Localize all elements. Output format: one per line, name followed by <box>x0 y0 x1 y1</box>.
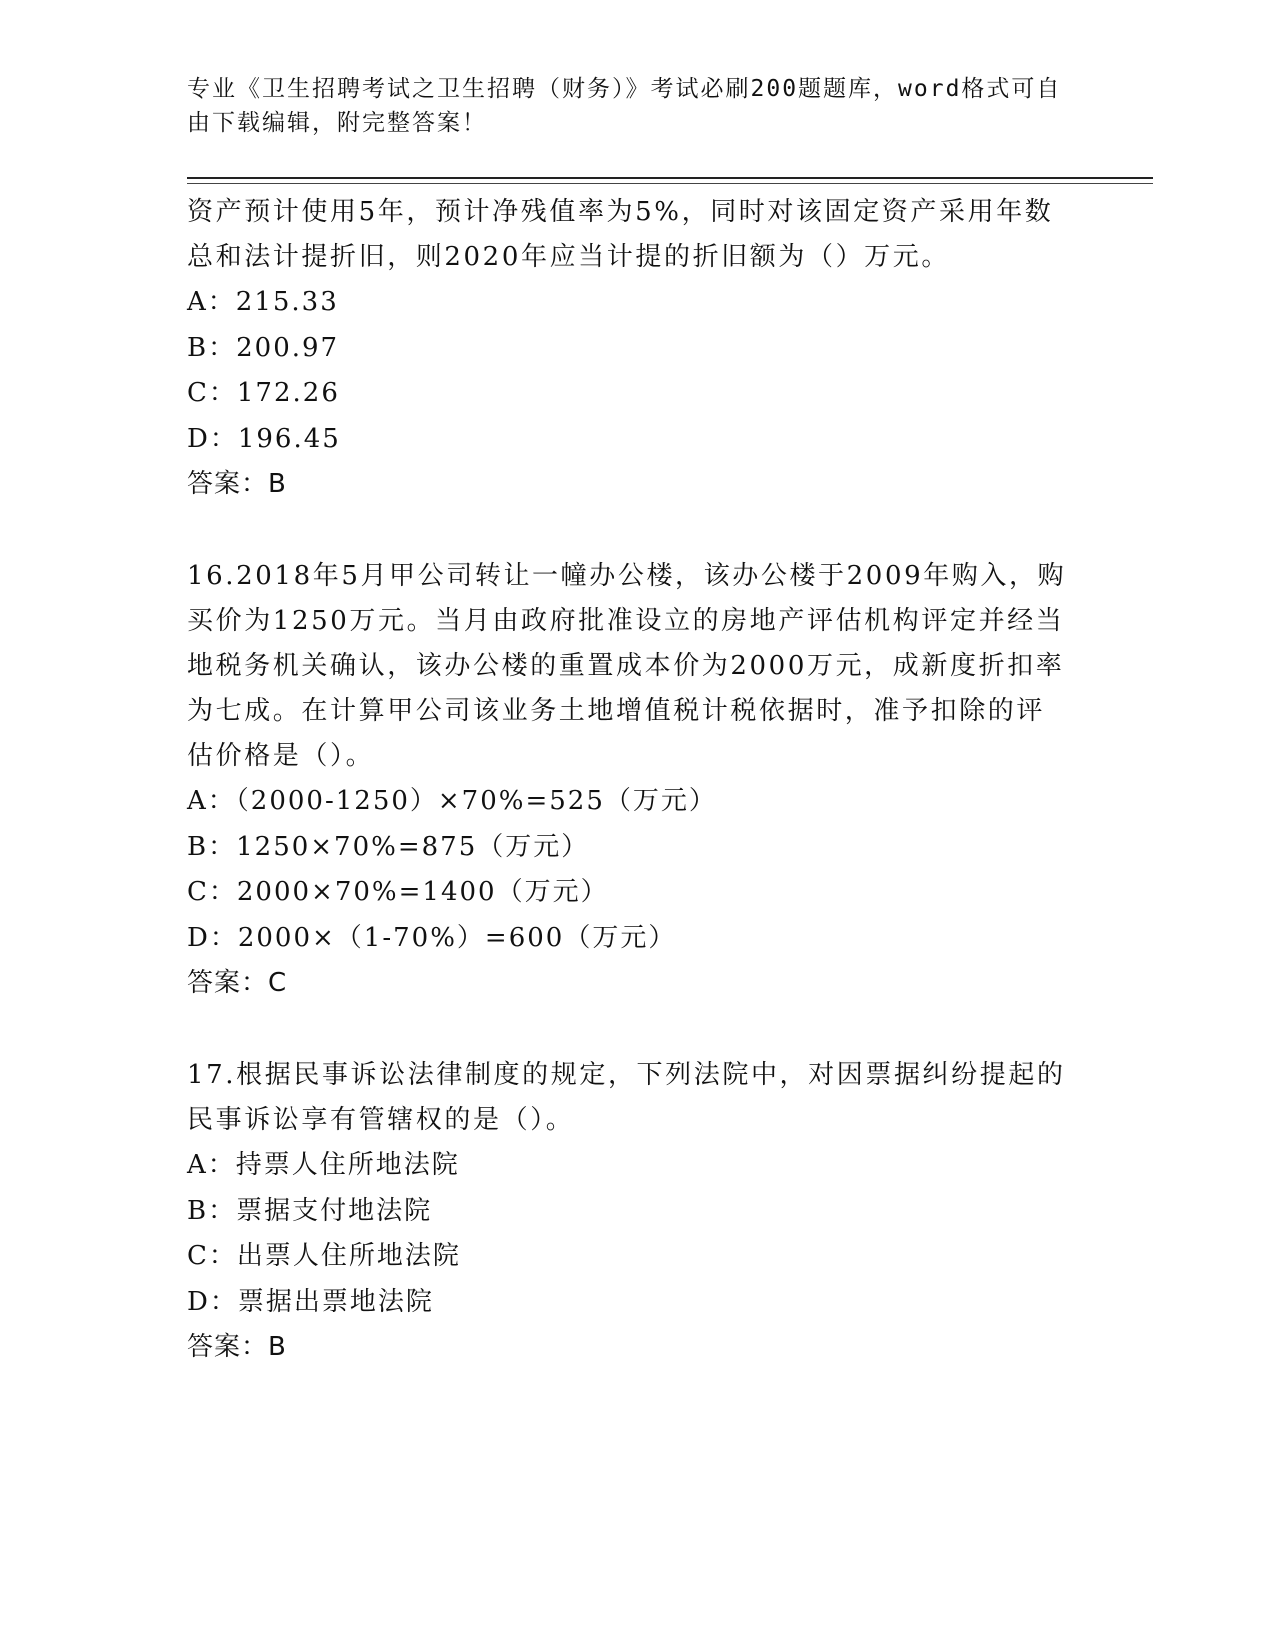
option-d: D：2000×（1-70%）=600（万元） <box>187 922 677 953</box>
option-c: C：出票人住所地法院 <box>187 1241 461 1271</box>
question-text-line: 买价为1250万元。当月由政府批准设立的房地产评估机构评定并经当 <box>187 606 1065 636</box>
question-text-line: 地税务机关确认，该办公楼的重置成本价为2000万元，成新度折扣率 <box>187 651 1065 681</box>
question-text-line: 16.2018年5月甲公司转让一幢办公楼，该办公楼于2009年购入，购 <box>187 561 1067 591</box>
question-text-line: 资产预计使用5年，预计净残值率为5%，同时对该固定资产采用年数 <box>187 197 1054 227</box>
question-16 <box>187 554 1087 1006</box>
option-b: B：1250×70%=875（万元） <box>187 831 590 862</box>
answer-line: 答案：C <box>187 968 288 998</box>
header-line-1: 专业《卫生招聘考试之卫生招聘（财务）》考试必刷200题题库，word格式可自 <box>187 76 1062 102</box>
option-c: C：172.26 <box>187 378 340 408</box>
option-a: A：（2000-1250）×70%=525（万元） <box>187 786 717 816</box>
question-text-line: 民事诉讼享有管辖权的是（）。 <box>187 1105 575 1135</box>
answer-line: 答案：B <box>187 469 287 499</box>
option-c: C：2000×70%=1400（万元） <box>187 877 609 907</box>
document-header <box>187 72 1067 140</box>
option-d: D：196.45 <box>187 423 341 454</box>
option-a: A：持票人住所地法院 <box>187 1150 460 1180</box>
header-divider-thick <box>187 177 1153 179</box>
document-content <box>187 190 1087 1370</box>
question-text-line: 为七成。在计算甲公司该业务土地增值税计税依据时，准予扣除的评 <box>187 696 1046 726</box>
option-a: A：215.33 <box>187 287 339 317</box>
option-b: B：票据支付地法院 <box>187 1195 433 1226</box>
option-d: D：票据出票地法院 <box>187 1286 434 1317</box>
question-17 <box>187 1053 1087 1370</box>
option-b: B：200.97 <box>187 332 340 363</box>
answer-line: 答案：B <box>187 1332 287 1362</box>
question-text-line: 估价格是（）。 <box>187 741 375 771</box>
question-15-continued <box>187 190 1087 507</box>
question-text-line: 总和法计提折旧，则2020年应当计提的折旧额为（）万元。 <box>187 242 950 272</box>
header-divider-thin <box>187 183 1153 184</box>
question-text-line: 17.根据民事诉讼法律制度的规定，下列法院中，对因票据纠纷提起的 <box>187 1060 1066 1090</box>
header-line-2: 由下载编辑，附完整答案！ <box>187 110 487 136</box>
